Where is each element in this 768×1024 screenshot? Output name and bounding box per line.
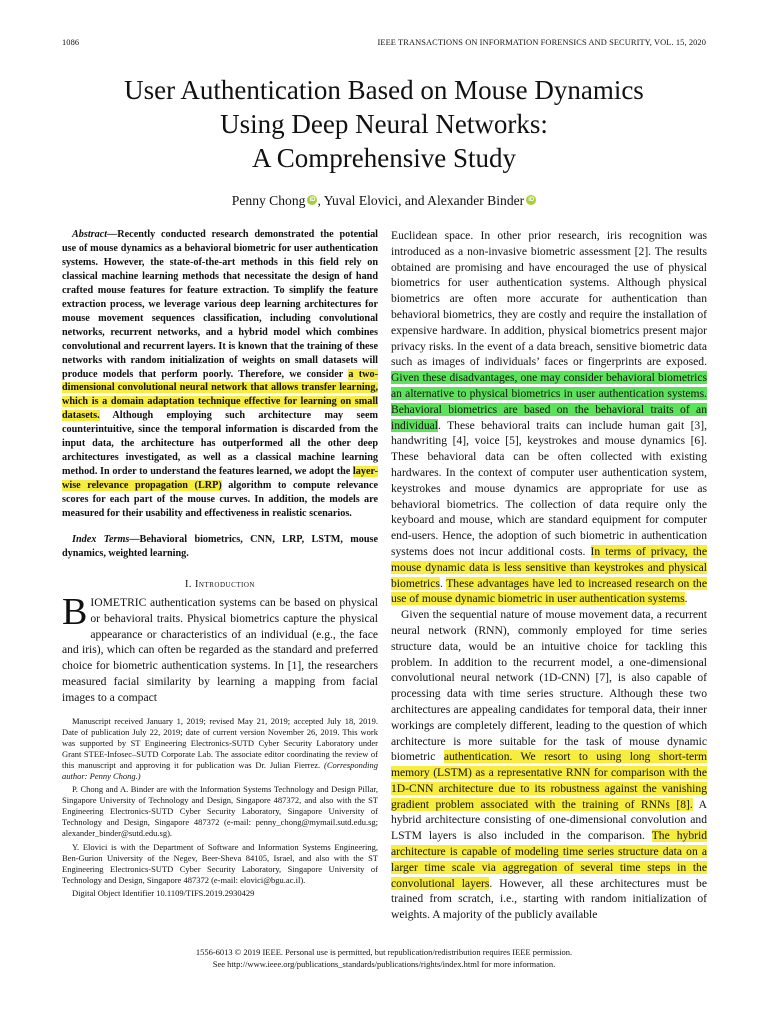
highlight: The hybrid architecture is capable of modeling time series structure data on a larger time scale via aggregation of several time steps in the convolutional layers [391,829,707,890]
running-header [62,38,706,50]
index-terms-text: Behavioral biometrics, CNN, LRP, LSTM, mouse dynamics, weighted learning. [62,534,378,559]
body-paragraph [391,228,707,607]
page-number: 1086 [62,38,80,47]
highlight: In terms of privacy, the mouse dynamic data is less sensitive than keystrokes and physical biometrics [391,544,707,590]
paper-title [40,73,728,175]
body-text: Given the sequential nature of mouse movement data, a recurrent neural network (RNN), commonly employed for time series structure data, would be an intuitive choice for tackling this problem. In addition to the recurrent model, a one-dimensional convolutional neural network (1D-CNN) [7], is also capable of processing data with time series structure. Although these two architectures are appealing candidates for temporal data, their inner workings are completely different, leading to the question of which architecture is more suitable for the task of mouse dynamic biometric [391,608,707,764]
index-terms [62,533,378,561]
title-line-3: A Comprehensive Study [252,143,516,173]
author-1: Penny Chong [231,193,306,208]
highlight: a two-dimensional convolutional neural network that allows transfer learning, which is a domain adaptation technique effective for learning on small datasets. [62,368,378,422]
index-terms-lead: Index Terms— [72,534,140,546]
corresponding-author: (Corresponding author: Penny Chong.) [62,759,378,781]
highlight: These advantages have led to increased research on the use of mouse dynamic biometric in user authentication systems [391,576,707,606]
body-text: . [439,576,447,590]
section-number: I. [185,578,196,590]
title-line-2: Using Deep Neural Networks: [220,109,548,139]
abstract-text: Although employing such architecture may seem counterintuitive, since the temporal information is discarded from the input data, the architecture has outperformed all the other deep architectures investigated, as well as a classical machine learning method. In order to understand the features learned, we adopt the [62,410,378,478]
footnote [62,716,378,783]
body-paragraph [391,607,707,923]
intro-text: IOMETRIC authentication systems can be based on physical or behavioral traits. Physical biometrics capture the physical appearance or characteristics of an individual (e.g., the face and iris), which can often be regarded as the standard and preferred choice for biometric authentication systems. In [1], the researchers measured facial similarity by learning a mapping from facial images to a compact [62,595,378,704]
section-heading-introduction [62,578,378,591]
abstract [62,228,378,521]
footnote: Y. Elovici is with the Department of Software and Information Systems Engineering, Ben-Gurion University of the Negev, Beer-Sheva 84105, Israel, and also with the ST Engineering Electronics-SUTD Cyber Security Laboratory, Singapore University of Technology and Design, Singapore 487372 (e-mail: elovici@bgu.ac.il). [62,841,378,885]
journal-name: IEEE TRANSACTIONS ON INFORMATION FORENSICS AND SECURITY, VOL. 15, 2020 [377,38,706,47]
right-column [391,228,707,923]
body-text: . [684,592,688,606]
title-line-1: User Authentication Based on Mouse Dynamics [124,75,644,105]
copyright-line: 1556-6013 © 2019 IEEE. Personal use is permitted, but republication/redistribution requires IEEE permission. [195,947,573,957]
section-title: Introduction [195,578,255,590]
highlight: Given these disadvantages, one may consider behavioral biometrics an alternative to physical biometrics in user authentication systems. Behavioral biometrics are based on the behavioral traits of an individual [391,371,707,432]
footnote-text: Manuscript received January 1, 2019; revised May 21, 2019; accepted July 18, 2019. Date of publication July 22, 2019; date of current version November 26, 2019. This work was supported by ST Engineering Electronics-SUTD Cyber Security Laboratory under Grant STEE-Infosec–SUTD Corporate Lab. The associate editor coordinating the review of this manuscript and approving it for publication was Dr. Julian Fierrez. [62,715,378,770]
copyright-footer [62,947,706,970]
abstract-text: algorithm to compute relevance scores for each part of the mouse curves. In addition, the models are measured for their usability and effectiveness in realistic scenarios. [62,480,378,520]
doi: Digital Object Identifier 10.1109/TIFS.2019.2930429 [72,887,255,898]
authors-rest: , Yuval Elovici, and Alexander Binder [317,193,525,208]
body-text: . However, all these architectures must be trained from scratch, i.e., starting with random initialization of weights. A majority of the publicly available [391,876,707,922]
permissions-line: See http://www.ieee.org/publications_standards/publications/rights/index.html for more information. [212,958,556,969]
highlight: authentication. We resort to using long short-term memory (LSTM) as a representative RNN for comparison with the 1D-CNN architecture due to its robustness against the vanishing gradient problem associated with the training of RNNs [8]. [391,750,708,811]
orcid-icon[interactable]: iD [528,197,535,203]
left-column [62,228,378,901]
abstract-text: Recently conducted research demonstrated the potential use of mouse dynamics as a behavioral biometric for user authentication systems. However, the state-of-the-art methods in this field rely on classical machine learning methods that necessitate the design of hand crafted mouse features for feature extraction. To simplify the feature extraction process, we leverage various deep learning architectures for mouse movement sequences classification, including convolutional networks, recurrent networks, and a hybrid model which combines convolutional and recurrent layers. It is known that the training of these networks with random initialization of weights on small datasets will produce models that perform poorly. Therefore, we consider [62,229,378,380]
body-text: . These behavioral traits can include human gait [3], handwriting [4], voice [5], keystrokes and mouse dynamics [6]. These behavioral data can be often collected with existing hardwares. In the context of computer user authentication system, keystrokes and mouse dynamics are appropriate for use as behavioral biometrics. The collection of data require only the keyboard and mouse, which are standard equipment for computer end-users. Hence, the adoption of such biometric in authentication systems does not incur additional costs. [391,418,707,558]
footnotes [62,716,378,900]
body-text: Euclidean space. In other prior research, iris recognition was introduced as a non-invasive biometric assessment [2]. The results obtained are promising and have encouraged the use of physical biometrics for user authentication systems. Although physical biometrics are often more accurate for authentication than behavioral biometrics, they are costly and require the installation of expensive hardware. In addition, physical biometrics present major privacy risks. In the event of a data breach, sensitive biometric data such as images of individuals’ faces or fingerprints are exposed. [391,229,707,369]
intro-paragraph [62,590,378,706]
abstract-lead: Abstract— [72,229,118,240]
footnote: P. Chong and A. Binder are with the Information Systems Technology and Design Pillar, Singapore University of Technology and Design, Singapore 487372, and also with the ST Engineering Electronics-SUTD Cyber Security Laboratory, Singapore University of Technology and Design, Singapore 487372 (e-mail: penny_chong@mymail.sutd.edu.sg; alexander_binder@sutd.edu.sg). [62,784,378,839]
author-list [40,193,728,209]
highlight: layer-wise relevance propagation (LRP) [62,466,378,492]
body-text: A hybrid architecture consisting of one-dimensional convolution and LSTM layers is also included in the comparison. [391,797,707,843]
drop-cap: B [62,590,88,633]
orcid-icon[interactable]: iD [309,197,316,203]
